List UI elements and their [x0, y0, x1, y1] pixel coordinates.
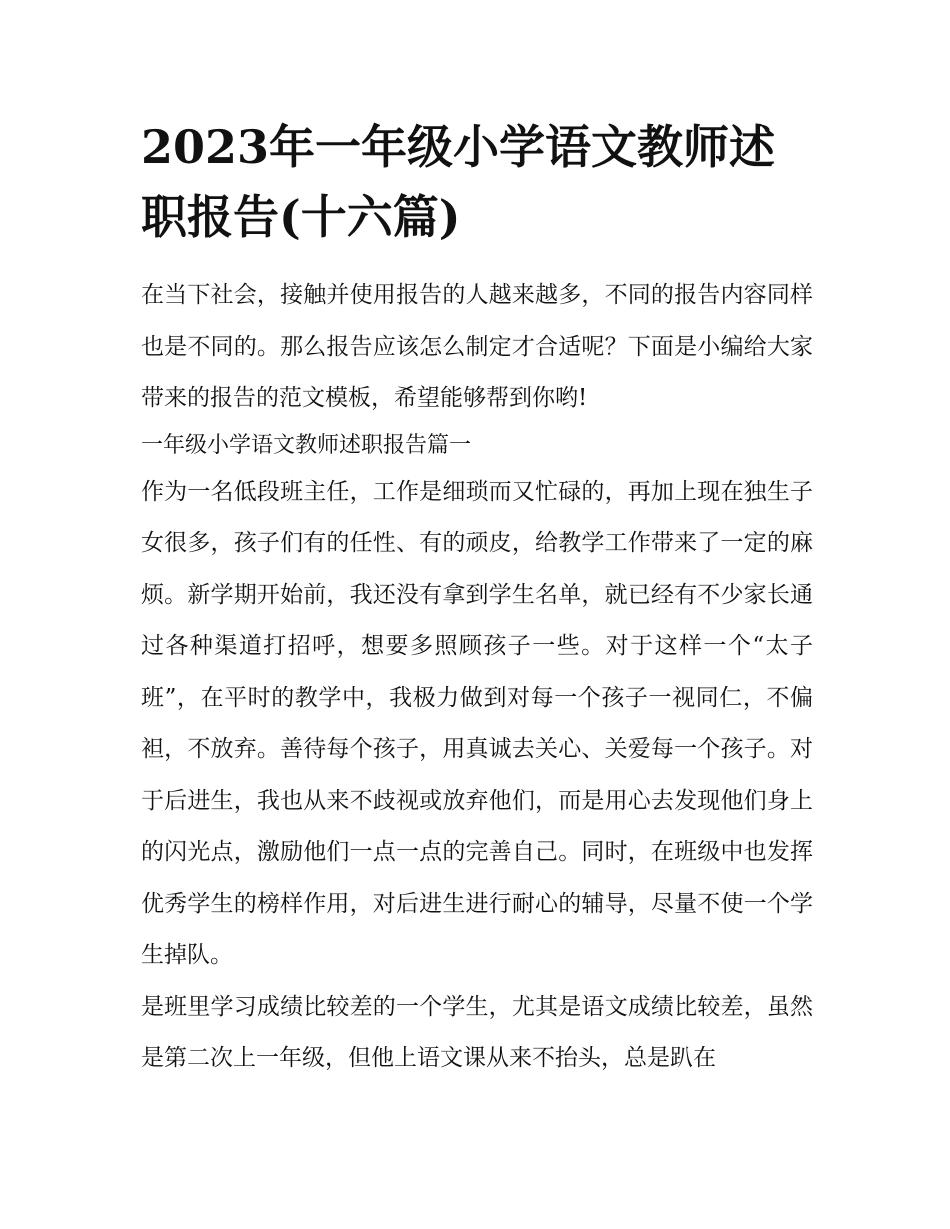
document-page: [141, 112, 813, 1085]
body-paragraph-1: 作为一名低段班主任，工作是细琐而又忙碌的，再加上现在独生子女很多，孩子们有的任性、有的顽皮，给教学工作带来了一定的麻烦。新学期开始前，我还没有拿到学生名单，就已经有不少家长通过各种渠道打招呼，想要多照顾孩子一些。对于这样一个“太子班”，在平时的教学中，我极力做到对每一个孩子一视同仁，不偏袒，不放弃。善待每个孩子，用真诚去关心、关爱每一个孩子。对于后进生，我也从来不歧视或放弃他们，而是用心去发现他们身上的闪光点，激励他们一点一点的完善自己。同时，在班级中也发挥优秀学生的榜样作用，对后进生进行耐心的辅导，尽量不使一个学生掉队。: [141, 478, 813, 968]
document-title: 2023年一年级小学语文教师述职报告(十六篇): [141, 120, 776, 244]
section-heading: 一年级小学语文教师述职报告篇一: [141, 432, 472, 458]
body-paragraph-2: 是班里学习成绩比较差的一个学生，尤其是语文成绩比较差，虽然是第二次上一年级，但他上语文课从来不抬头，总是趴在: [141, 993, 813, 1071]
intro-paragraph: 在当下社会，接触并使用报告的人越来越多，不同的报告内容同样也是不同的。那么报告应该怎么制定才合适呢？下面是小编给大家带来的报告的范文模板，希望能够帮到你哟!: [141, 282, 813, 411]
document-body: [141, 270, 813, 1085]
